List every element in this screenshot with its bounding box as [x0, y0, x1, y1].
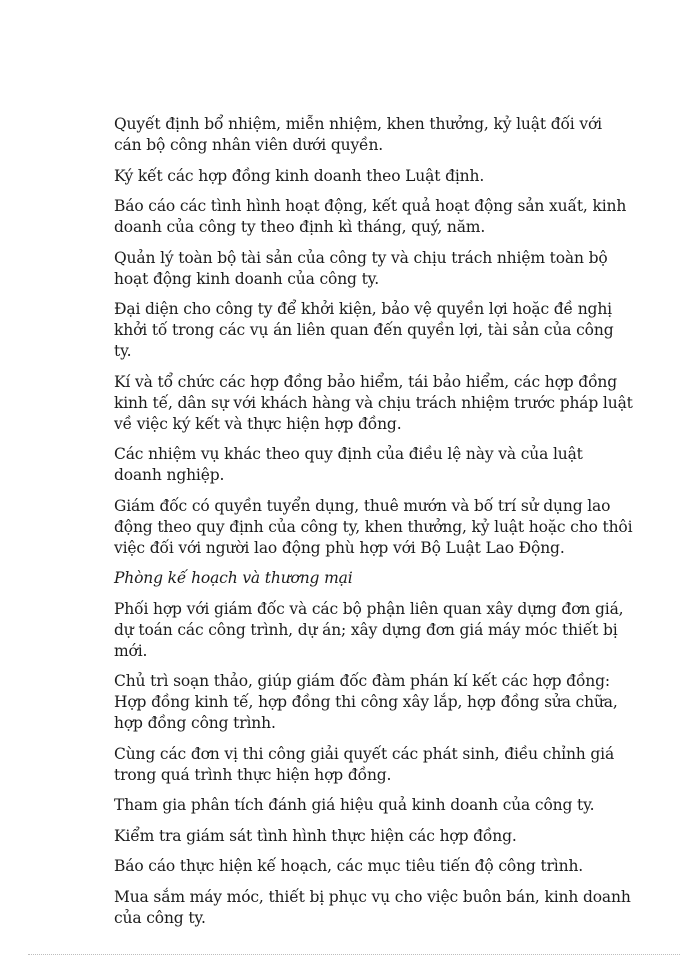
paragraph: Mua sắm máy móc, thiết bị phục vụ cho việc buôn bán, kinh doanh của công ty.	[114, 887, 631, 927]
paragraph: Giám đốc có quyền tuyển dụng, thuê mướn và bố trí sử dụng lao động theo quy định của công ty, khen thưởng, kỷ luật hoặc cho thôi việc đối với người lao động phù hợp với Bộ Luật Lao Động.	[114, 496, 633, 557]
section-heading: Phòng kế hoạch và thương mại	[114, 569, 353, 587]
paragraph: Cùng các đơn vị thi công giải quyết các phát sinh, điều chỉnh giá trong quá trình thực hiện hợp đồng.	[114, 744, 615, 784]
paragraph: Chủ trì soạn thảo, giúp giám đốc đàm phán kí kết các hợp đồng: Hợp đồng kinh tế, hợp đồng thi công xây lắp, hợp đồng sửa chữa, hợp đồng công trình.	[114, 672, 618, 732]
paragraph: Đại diện cho công ty để khởi kiện, bảo vệ quyền lợi hoặc đề nghị khởi tố trong các vụ án liên quan đến quyền lợi, tài sản của công ty.	[114, 300, 614, 360]
paragraph: Ký kết các hợp đồng kinh doanh theo Luật định.	[114, 166, 485, 185]
page-bottom-divider	[28, 954, 680, 955]
paragraph: Kiểm tra giám sát tình hình thực hiện các hợp đồng.	[114, 826, 517, 845]
paragraph: Quyết định bổ nhiệm, miễn nhiệm, khen thưởng, kỷ luật đối với cán bộ công nhân viên dưới quyền.	[114, 115, 602, 154]
paragraph: Kí và tổ chức các hợp đồng bảo hiểm, tái bảo hiểm, các hợp đồng kinh tế, dân sự với khách hàng và chịu trách nhiệm trước pháp luật về việc ký kết và thực hiện hợp đồng.	[114, 372, 633, 433]
paragraph: Tham gia phân tích đánh giá hiệu quả kinh doanh của công ty.	[114, 796, 595, 814]
paragraph: Phối hợp với giám đốc và các bộ phận liên quan xây dựng đơn giá, dự toán các công trình, dự án; xây dựng đơn giá máy móc thiết bị mới.	[114, 599, 624, 660]
paragraph: Báo cáo thực hiện kế hoạch, các mục tiêu tiến độ công trình.	[114, 857, 584, 875]
paragraph: Báo cáo các tình hình hoạt động, kết quả hoạt động sản xuất, kinh doanh của công ty theo định kì tháng, quý, năm.	[114, 197, 627, 236]
document-body	[114, 114, 634, 938]
paragraph: Quản lý toàn bộ tài sản của công ty và chịu trách nhiệm toàn bộ hoạt động kinh doanh của công ty.	[114, 248, 608, 288]
paragraph: Các nhiệm vụ khác theo quy định của điều lệ này và của luật doanh nghiệp.	[114, 445, 583, 484]
